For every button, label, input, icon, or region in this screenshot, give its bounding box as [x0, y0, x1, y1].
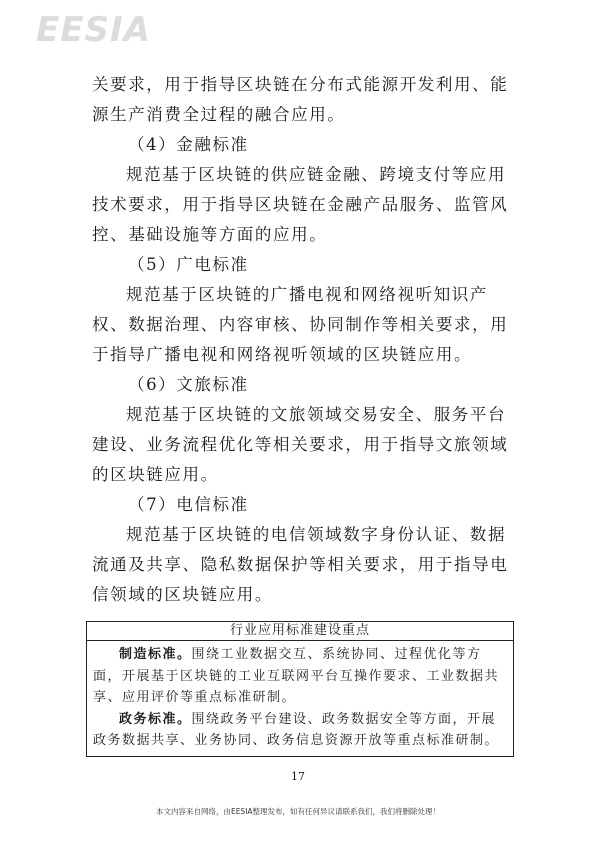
footer-notice: 本文内容来自网络，由EESIA整理发布，如有任何异议请联系我们，我们将删除处理！ — [155, 807, 441, 816]
box-item-government — [93, 709, 507, 752]
paragraph-telecom: 规范基于区块链的电信领域数字身份认证、数据流通及共享、隐私数据保护等相关要求，用于指导电信领域的区块链应用。 — [92, 525, 509, 604]
paragraph-energy-cont: 关要求，用于指导区块链在分布式能源开发利用、能源生产消费全过程的融合应用。 — [92, 75, 509, 124]
box-title: 行业应用标准建设重点 — [87, 622, 513, 641]
box-item-government-text: 围绕政务平台建设、政务数据安全等方面，开展政务数据共享、业务协同、政务信息资源开放等重点标准研制。 — [93, 711, 500, 748]
box-item-government-label: 政务标准。 — [119, 711, 192, 727]
key-standards-box — [86, 621, 514, 757]
heading-finance: （4）金融标准 — [128, 135, 249, 154]
paragraph-culture-tourism: 规范基于区块链的文旅领域交易安全、服务平台建设、业务流程优化等相关要求，用于指导文旅领域的区块链应用。 — [92, 405, 509, 484]
main-content — [92, 70, 512, 610]
heading-broadcast: （5）广电标准 — [128, 255, 249, 274]
eesia-logo: EESIA — [36, 10, 151, 50]
heading-culture-tourism: （6）文旅标准 — [128, 375, 249, 394]
paragraph-finance: 规范基于区块链的供应链金融、跨境支付等应用技术要求，用于指导区块链在金融产品服务、监管风控、基础设施等方面的应用。 — [92, 165, 509, 244]
box-item-manufacturing-text: 围绕工业数据交互、系统协同、过程优化等方面，开展基于区块链的工业互联网平台互操作要求、工业数据共享、应用评价等重点标准研制。 — [93, 647, 500, 705]
heading-telecom: （7）电信标准 — [128, 495, 249, 514]
box-item-manufacturing-label: 制造标准。 — [119, 647, 192, 662]
paragraph-broadcast: 规范基于区块链的广播电视和网络视听知识产权、数据治理、内容审核、协同制作等相关要求，用于指导广播电视和网络视听领域的区块链应用。 — [92, 285, 509, 364]
box-body — [87, 641, 513, 756]
page-number: 17 — [291, 770, 305, 783]
box-item-manufacturing — [93, 644, 507, 709]
